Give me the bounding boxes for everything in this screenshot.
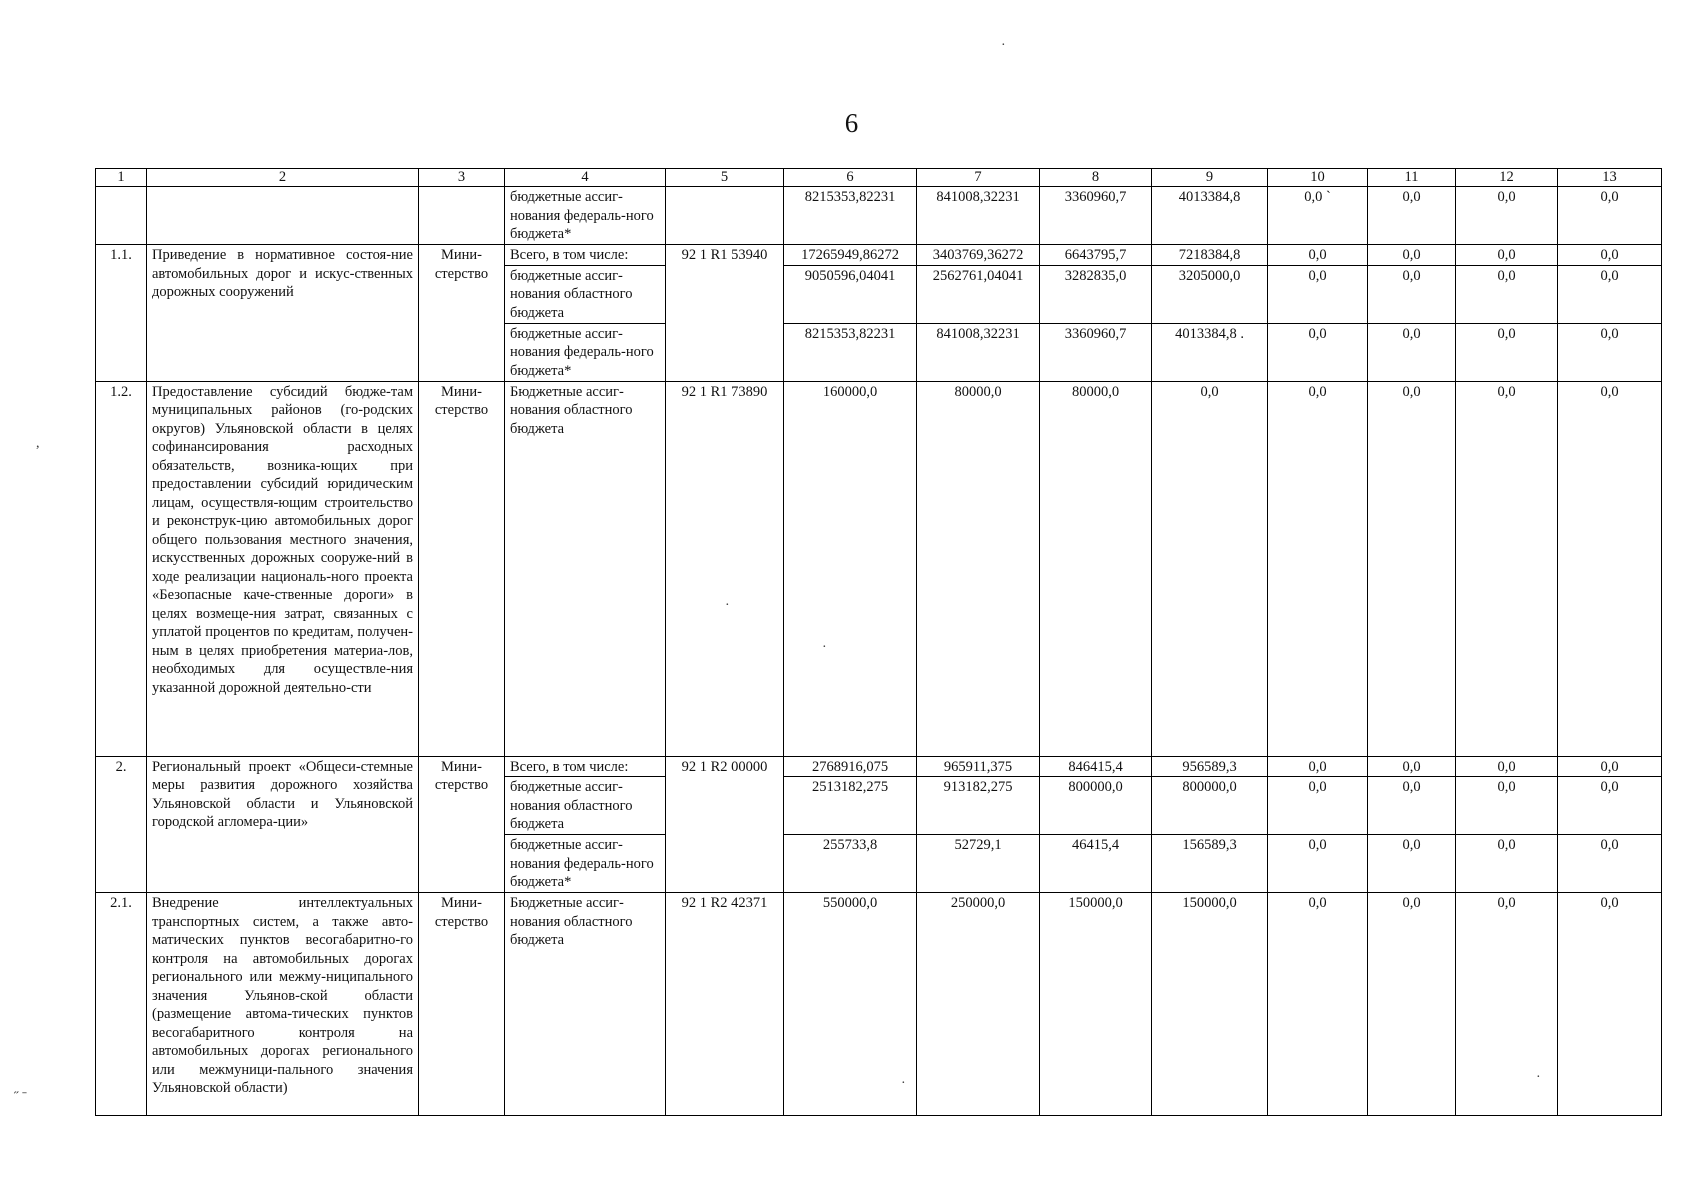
value-cell: 17265949,86272 [784,245,917,266]
item-number-cell: 1.1. [96,245,147,382]
value-cell: 150000,0 [1040,893,1152,1116]
value-cell: 841008,32231 [917,187,1040,245]
header-cell: 4 [505,169,666,187]
value-cell: 0,0 [1456,323,1558,381]
scan-speck-mark: · [1536,1070,1541,1085]
value-cell: 0,0 [1558,893,1662,1116]
value-cell: 3205000,0 [1152,265,1268,323]
value-cell: 0,0 [1456,893,1558,1116]
value-cell: 0,0 [1268,323,1368,381]
item-name-cell: Предоставление субсидий бюдже-там муниципальных районов (го-родских округов) Ульяновской области в целях софинансирования расходных обязательств, возника-ющих при предоставлении субсидий юридическим лицам, осуществля-ющим строительство и реконструк-цию автомобильных дорог общего пользования местного значения, искусственных дорожных сооруже-ний в ходе реализации националь-ного проекта «Безопасные каче-ственные дороги» в целях возмеще-ния затрат, связанных с уплатой процентов по кредитам, получен-ным в целях приобретения материа-лов, необходимых для осуществле-ния указанной дорожной деятельно-сти [147,381,419,756]
scan-speck-mark: · [725,598,730,613]
value-cell: 0,0 [1368,893,1456,1116]
budget-code-cell: 92 1 R2 00000 [666,756,784,893]
header-cell: 3 [419,169,505,187]
header-cell: 6 [784,169,917,187]
budget-code-cell: 92 1 R1 53940 [666,245,784,382]
executor-cell: Мини-стерство [419,381,505,756]
item-name-cell: Региональный проект «Общеси-стемные меры развития дорожного хозяйства Ульяновской области и Ульяновской городской агломера-ции» [147,756,419,893]
value-cell: 250000,0 [917,893,1040,1116]
table-row [96,756,1662,777]
value-cell: 0,0 [1558,245,1662,266]
table-row [96,381,1662,756]
value-cell: 0,0 [1456,835,1558,893]
value-cell: 0,0 [1268,756,1368,777]
value-cell: 0,0 [1558,381,1662,756]
value-cell: 0,0 [1368,323,1456,381]
funding-source-cell: Бюджетные ассиг-нования областного бюджета [505,893,666,1116]
value-cell: 956589,3 [1152,756,1268,777]
value-cell: 0,0 [1268,381,1368,756]
value-cell: 0,0 [1558,187,1662,245]
item-number-cell [96,187,147,245]
item-name-cell: Внедрение интеллектуальных транспортных систем, а также авто-матических пунктов весогабаритно-го контроля на автомобильных дорогах регионального или межму-ниципального значения Ульянов-ской области (размещение автома-тических пунктов весогабаритного контроля на автомобильных дорогах регионального или межмуници-пального значения Ульяновской области) [147,893,419,1116]
value-cell: 0,0 [1456,265,1558,323]
value-cell: 0,0 [1558,323,1662,381]
value-cell: 0,0 [1368,756,1456,777]
header-cell: 5 [666,169,784,187]
budget-code-cell: 92 1 R1 73890 [666,381,784,756]
value-cell: 0,0 [1152,381,1268,756]
scan-speck-mark: , [36,436,40,451]
value-cell: 156589,3 [1152,835,1268,893]
funding-source-cell: бюджетные ассиг-нования федераль-ного бюджета* [505,323,666,381]
value-cell: 46415,4 [1040,835,1152,893]
header-cell: 2 [147,169,419,187]
budget-code-cell: 92 1 R2 42371 [666,893,784,1116]
budget-table [95,168,1662,1116]
value-cell: 8215353,82231 [784,323,917,381]
value-cell: 0,0 [1558,265,1662,323]
value-cell: 0,0 [1368,381,1456,756]
value-cell: 7218384,8 [1152,245,1268,266]
value-cell: 0,0 [1558,777,1662,835]
value-cell: 3403769,36272 [917,245,1040,266]
value-cell: 0,0 [1368,187,1456,245]
scan-speck-mark: ˝ ˉ [14,1090,27,1105]
value-cell: 0,0 [1268,893,1368,1116]
value-cell: 846415,4 [1040,756,1152,777]
value-cell: 3360960,7 [1040,187,1152,245]
value-cell: 913182,275 [917,777,1040,835]
value-cell: 800000,0 [1152,777,1268,835]
value-cell: 80000,0 [917,381,1040,756]
value-cell: 0,0 [1456,245,1558,266]
value-cell: 0,0 [1368,777,1456,835]
value-cell: 9050596,04041 [784,265,917,323]
value-cell: 2768916,075 [784,756,917,777]
executor-cell: Мини-стерство [419,756,505,893]
item-number-cell: 2.1. [96,893,147,1116]
value-cell: 8215353,82231 [784,187,917,245]
value-cell: 80000,0 [1040,381,1152,756]
value-cell: 800000,0 [1040,777,1152,835]
value-cell: 841008,32231 [917,323,1040,381]
value-cell: 2562761,04041 [917,265,1040,323]
executor-cell [419,187,505,245]
page-number: 6 [844,108,859,138]
header-cell: 10 [1268,169,1368,187]
funding-source-cell: бюджетные ассиг-нования областного бюджета [505,265,666,323]
funding-source-cell: Бюджетные ассиг-нования областного бюджета [505,381,666,756]
value-cell: 0,0 [1456,381,1558,756]
value-cell: 0,0 [1268,835,1368,893]
item-number-cell: 2. [96,756,147,893]
header-cell: 8 [1040,169,1152,187]
value-cell: 160000,0 [784,381,917,756]
executor-cell: Мини-стерство [419,245,505,382]
scan-speck-mark: · [822,640,827,655]
header-cell: 9 [1152,169,1268,187]
funding-source-cell: Всего, в том числе: [505,245,666,266]
value-cell: 0,0 [1268,265,1368,323]
table-row [96,893,1662,1116]
value-cell: 0,0 [1268,777,1368,835]
executor-cell: Мини-стерство [419,893,505,1116]
item-number-cell: 1.2. [96,381,147,756]
header-cell: 13 [1558,169,1662,187]
funding-source-cell: бюджетные ассиг-нования федераль-ного бюджета* [505,835,666,893]
value-cell: 0,0 [1268,245,1368,266]
value-cell: 0,0 [1558,835,1662,893]
value-cell: 0,0 ` [1268,187,1368,245]
value-cell: 2513182,275 [784,777,917,835]
funding-source-cell: бюджетные ассиг-нования федераль-ного бюджета* [505,187,666,245]
value-cell: 965911,375 [917,756,1040,777]
value-cell: 550000,0 [784,893,917,1116]
budget-code-cell [666,187,784,245]
scan-speck-mark: · [1001,38,1006,53]
value-cell: 0,0 [1368,245,1456,266]
scan-speck-mark: · [901,1076,906,1091]
value-cell: 52729,1 [917,835,1040,893]
value-cell: 6643795,7 [1040,245,1152,266]
funding-source-cell: бюджетные ассиг-нования областного бюджета [505,777,666,835]
value-cell: 0,0 [1558,756,1662,777]
value-cell: 0,0 [1456,756,1558,777]
table-row [96,187,1662,245]
item-name-cell [147,187,419,245]
value-cell: 0,0 [1368,265,1456,323]
value-cell: 150000,0 [1152,893,1268,1116]
value-cell: 3282835,0 [1040,265,1152,323]
header-cell: 1 [96,169,147,187]
value-cell: 0,0 [1456,187,1558,245]
column-number-header-row [96,169,1662,187]
funding-source-cell: Всего, в том числе: [505,756,666,777]
header-cell: 12 [1456,169,1558,187]
item-name-cell: Приведение в нормативное состоя-ние автомобильных дорог и искус-ственных дорожных сооружений [147,245,419,382]
value-cell: 255733,8 [784,835,917,893]
header-cell: 11 [1368,169,1456,187]
value-cell: 3360960,7 [1040,323,1152,381]
value-cell: 4013384,8 . [1152,323,1268,381]
table-row [96,245,1662,266]
header-cell: 7 [917,169,1040,187]
value-cell: 0,0 [1368,835,1456,893]
value-cell: 0,0 [1456,777,1558,835]
value-cell: 4013384,8 [1152,187,1268,245]
